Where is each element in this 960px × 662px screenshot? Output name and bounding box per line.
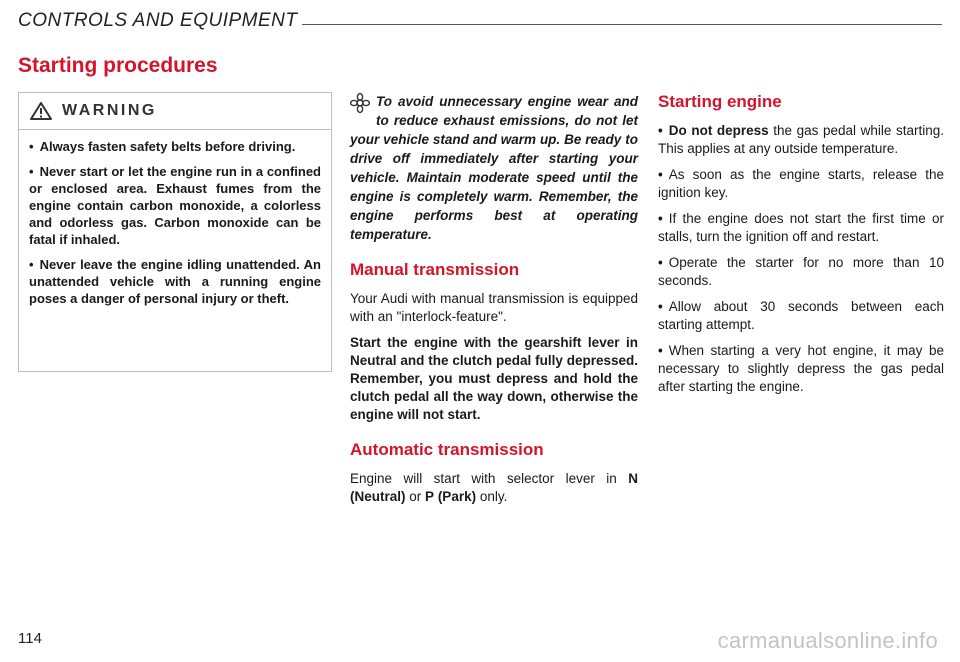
starting-item: • As soon as the engine starts, release the ignition key. bbox=[658, 167, 944, 200]
starting-item: • Do not depress the gas pedal while starting. This applies at any outside temperature. bbox=[658, 123, 944, 156]
starting-item: • Allow about 30 seconds between each starting attempt. bbox=[658, 299, 944, 332]
environment-leaf-icon bbox=[350, 93, 370, 113]
header-rule bbox=[302, 24, 943, 25]
middle-column bbox=[350, 92, 638, 514]
starting-item: • If the engine does not start the first time or stalls, turn the ignition off and restart. bbox=[658, 211, 944, 244]
bullet-icon: • bbox=[658, 255, 663, 270]
bullet-icon: • bbox=[658, 123, 663, 138]
bullet-icon: • bbox=[658, 299, 663, 314]
warning-item: • Never leave the engine idling unattended. An unattended vehicle with a running engine poses a danger of personal injury or theft. bbox=[29, 257, 321, 306]
page-title: Starting procedures bbox=[18, 54, 218, 77]
warning-box bbox=[18, 92, 332, 372]
automatic-transmission-heading: Automatic transmission bbox=[350, 440, 544, 459]
manual-transmission-heading: Manual transmission bbox=[350, 260, 520, 279]
bullet-icon: • bbox=[29, 164, 34, 179]
environment-note: To avoid unnecessary engine wear and to reduce exhaust emissions, do not let your vehicle stand and warm up. Be ready to drive off immediately after starting your vehicle. Maintain moderate speed until the engine is completely warm. Remember, the engine performs best at operating temperature. bbox=[350, 94, 638, 242]
warning-title: WARNING bbox=[62, 102, 157, 119]
starting-item: • When starting a very hot engine, it may be necessary to slightly depress the gas pedal after starting the engine. bbox=[658, 343, 944, 394]
page-number: 114 bbox=[18, 630, 42, 647]
automatic-text: Engine will start with selector lever in N (Neutral) or P (Park) only. bbox=[350, 471, 638, 504]
bullet-icon: • bbox=[658, 211, 663, 226]
starting-engine-heading: Starting engine bbox=[658, 92, 782, 111]
right-column bbox=[658, 92, 944, 404]
manual-intro: Your Audi with manual transmission is equipped with an "interlock-feature". bbox=[350, 291, 638, 324]
warning-item: • Always fasten safety belts before driving. bbox=[29, 139, 296, 154]
page-header bbox=[18, 8, 942, 34]
manual-instructions: Start the engine with the gearshift lever in Neutral and the clutch pedal fully depressed. Remember, you must depress and hold the clutch pedal all the way down, otherwise the engine will not start. bbox=[350, 335, 638, 422]
left-column bbox=[18, 92, 332, 372]
watermark: carmanualsonline.info bbox=[717, 628, 938, 653]
section-header-title: CONTROLS AND EQUIPMENT bbox=[18, 10, 298, 31]
warning-item: • Never start or let the engine run in a confined or enclosed area. Exhaust fumes from the engine contain carbon monoxide, a colorless and odorless gas. Carbon monoxide can be fatal if inhaled. bbox=[29, 164, 321, 247]
bullet-icon: • bbox=[29, 139, 34, 154]
bullet-icon: • bbox=[658, 343, 663, 358]
warning-triangle-icon bbox=[29, 101, 53, 121]
starting-item: • Operate the starter for no more than 10 seconds. bbox=[658, 255, 944, 288]
bullet-icon: • bbox=[658, 167, 663, 182]
bullet-icon: • bbox=[29, 257, 34, 272]
warning-header bbox=[19, 93, 331, 130]
